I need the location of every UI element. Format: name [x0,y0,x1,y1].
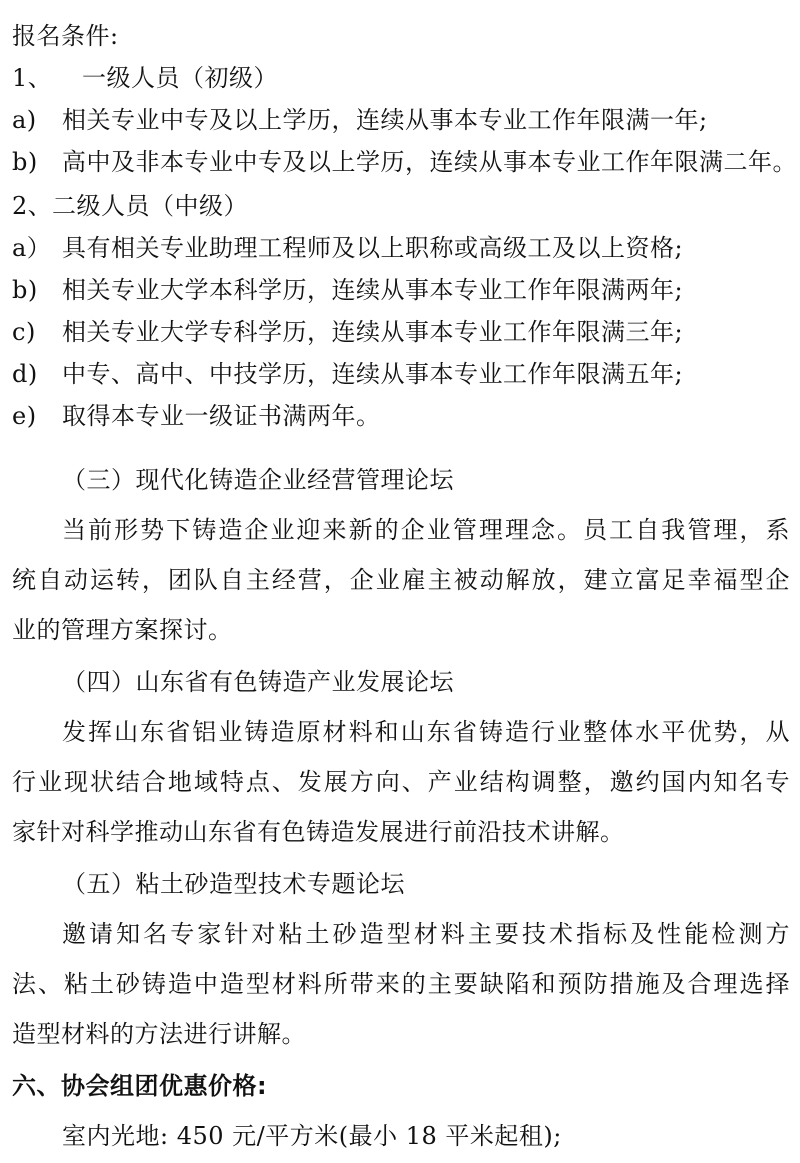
forum3-para-line-2 [0,560,800,600]
paragraph-line: 家针对科学推动山东省有色铸造发展进行前沿技术讲解。 [12,818,625,846]
item-text: 具有相关专业助理工程师及以上职称或高级工及以上资格; [62,234,684,262]
item-marker: d) [12,360,38,388]
section-heading: 六、协会组团优惠价格: [12,1072,268,1100]
item-text: 高中及非本专业中专及以上学历，连续从事本专业工作年限满二年。 [62,148,797,176]
item-text: 相关专业大学专科学历，连续从事本专业工作年限满三年; [62,318,684,346]
forum4-title [0,662,800,702]
level1-heading [0,58,800,98]
level2-title: 二级人员（中级） [52,192,248,220]
forum5-para-line-1 [0,914,800,954]
level2-item-a [0,228,800,268]
paragraph-line: 行业现状结合地域特点、发展方向、产业结构调整，邀约国内知名专 [12,768,790,796]
paragraph-line: 发挥山东省铝业铸造原材料和山东省铸造行业整体水平优势，从 [62,718,790,746]
section-title: （三）现代化铸造企业经营管理论坛 [62,466,454,494]
item-text: 中专、高中、中技学历，连续从事本专业工作年限满五年; [62,360,684,388]
item-marker: b) [12,276,38,304]
registration-conditions-heading [0,16,800,56]
forum4-para-line-2 [0,762,800,802]
forum4-para-line-3 [0,812,800,852]
level1-item-a [0,100,800,140]
item-marker: a) [12,106,37,134]
paragraph-line: 邀请知名专家针对粘土砂造型材料主要技术指标及性能检测方 [62,920,790,948]
item-marker: c) [12,318,36,346]
level2-item-b [0,270,800,310]
forum5-para-line-3 [0,1014,800,1054]
level1-number: 1、 [12,64,53,92]
level2-heading [0,186,800,226]
item-text: 取得本专业一级证书满两年。 [62,402,381,430]
forum5-title [0,864,800,904]
section6-price-line [0,1116,800,1156]
paragraph-line: 业的管理方案探讨。 [12,616,233,644]
heading-text: 报名条件: [12,22,119,50]
item-marker: b) [12,148,38,176]
section-title: （四）山东省有色铸造产业发展论坛 [62,668,454,696]
level1-item-b [0,142,800,182]
level2-item-c [0,312,800,352]
item-text: 相关专业中专及以上学历，连续从事本专业工作年限满一年; [62,106,708,134]
paragraph-line: 统自动运转，团队自主经营，企业雇主被动解放，建立富足幸福型企 [12,566,790,594]
item-text: 相关专业大学本科学历，连续从事本专业工作年限满两年; [62,276,684,304]
level1-title: 一级人员（初级） [82,64,278,92]
paragraph-line: 法、粘土砂铸造中造型材料所带来的主要缺陷和预防措施及合理选择 [12,970,790,998]
level2-item-d [0,354,800,394]
section-title: （五）粘土砂造型技术专题论坛 [62,870,405,898]
forum3-title [0,460,800,500]
price-text: 室内光地: 450 元/平方米(最小 18 平米起租); [62,1122,562,1150]
item-marker: a） [12,234,52,262]
level2-item-e [0,396,800,436]
paragraph-line: 当前形势下铸造企业迎来新的企业管理理念。员工自我管理，系 [62,516,790,544]
forum5-para-line-2 [0,964,800,1004]
forum3-para-line-1 [0,510,800,550]
forum3-para-line-3 [0,610,800,650]
paragraph-line: 造型材料的方法进行讲解。 [12,1020,306,1048]
level2-number: 2、 [12,192,53,220]
forum4-para-line-1 [0,712,800,752]
item-marker: e) [12,402,37,430]
section6-title [0,1066,800,1106]
